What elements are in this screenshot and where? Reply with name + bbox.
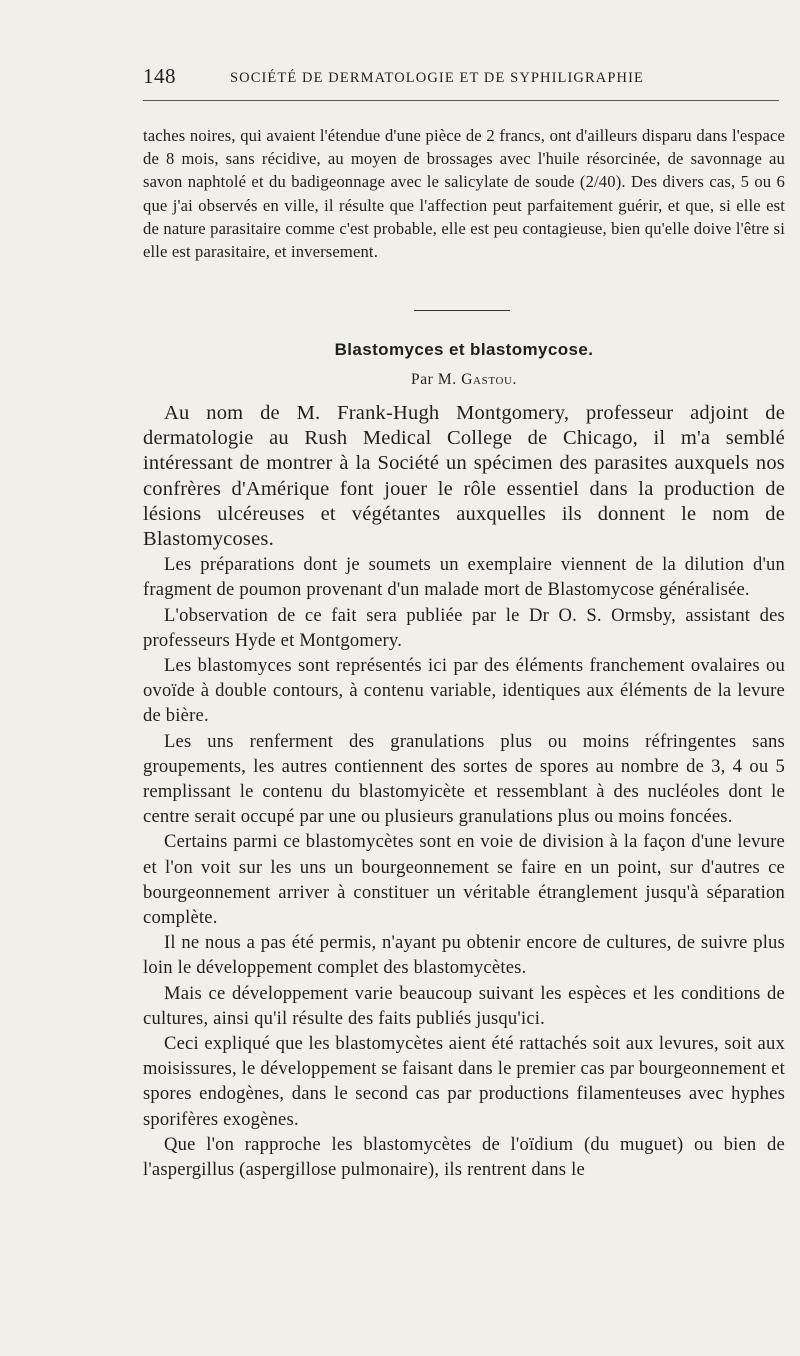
previous-article-text <box>143 124 785 263</box>
author-prefix: Par M. <box>410 371 457 388</box>
author-name: Gastou. <box>461 371 518 388</box>
paragraph: Mais ce développement varie beaucoup suivant les espèces et les conditions de cultures, ainsi qu'il résulte des faits publiés jusqu'ici. <box>143 982 785 1029</box>
article-body <box>143 401 785 1182</box>
paragraph: Au nom de M. Frank-Hugh Montgomery, professeur adjoint de dermatologie au Rush Medical College de Chicago, il m'a semblé intéressant de montrer à la Société un spécimen des parasites auxquels nos confrères d'Amérique font jouer le rôle essentiel dans la production de lésions ulcéreuses et végétantes auxquelles ils donnent le nom de Blastomycoses. <box>143 402 785 551</box>
paragraph: Certains parmi ce blastomycètes sont en voie de division à la façon d'une levure et l'on voit sur les uns un bourgeonnement se faire en un point, sur d'autres ce bourgeonnement arriver à constituer un véritable étranglement jusqu'à séparation complète. <box>143 831 785 929</box>
running-head: SOCIÉTÉ DE DERMATOLOGIE ET DE SYPHILIGRAPHIE <box>230 70 644 86</box>
paragraph: Les préparations dont je soumets un exemplaire viennent de la dilution d'un fragment de poumon provenant d'un malade mort de Blastomycose généralisée. <box>143 554 785 601</box>
paragraph: taches noires, qui avaient l'étendue d'une pièce de 2 francs, ont d'ailleurs disparu dans l'espace de 8 mois, sans récidive, au moyen de brossages avec l'huile résorcinée, de savonnage au savon naphtolé et du badigeonnage avec le salicylate de soude (2/40). Des divers cas, 5 ou 6 que j'ai observés en ville, il résulte que l'affection peut parfaitement guérir, et que, si elle est de nature parasitaire comme c'est probable, elle est peu contagieuse, bien qu'elle doive l'être si elle est parasitaire, et inversement. <box>143 126 785 262</box>
author-line <box>0 371 800 389</box>
article-title: Blastomyces et blastomycose. <box>334 340 594 359</box>
paragraph: Les uns renferment des granulations plus ou moins réfringentes sans groupements, les autres contiennent des sortes de spores au nombre de 3, 4 ou 5 remplissant le contenu du blastomyicète et ressemblant à des nucléoles dont le centre serait occupé par une ou plusieurs granulations plus ou moins foncées. <box>143 730 785 828</box>
paragraph: Les blastomyces sont représentés ici par des éléments franchement ovalaires ou ovoïde à double contours, à contenu variable, identiques aux éléments de la levure de bière. <box>143 655 785 727</box>
paragraph: Il ne nous a pas été permis, n'ayant pu obtenir encore de cultures, de suivre plus loin le développement complet des blastomycètes. <box>143 932 785 979</box>
paragraph: Que l'on rapproche les blastomycètes de l'oïdium (du muguet) ou bien de l'aspergillus (aspergillose pulmonaire), ils rentrent dans le <box>143 1133 785 1181</box>
page-number: 148 <box>143 64 176 88</box>
paragraph: L'observation de ce fait sera publiée par le Dr O. S. Ormsby, assistant des professeurs Hyde et Montgomery. <box>143 604 785 651</box>
page-header <box>143 64 779 101</box>
paragraph: Ceci expliqué que les blastomycètes aient été rattachés soit aux levures, soit aux moisissures, le développement se faisant dans le premier cas par bourgeonnement et spores endogènes, dans le second cas par productions filamenteuses avec hyphes sporifères exogènes. <box>143 1033 785 1130</box>
section-divider <box>414 310 510 311</box>
